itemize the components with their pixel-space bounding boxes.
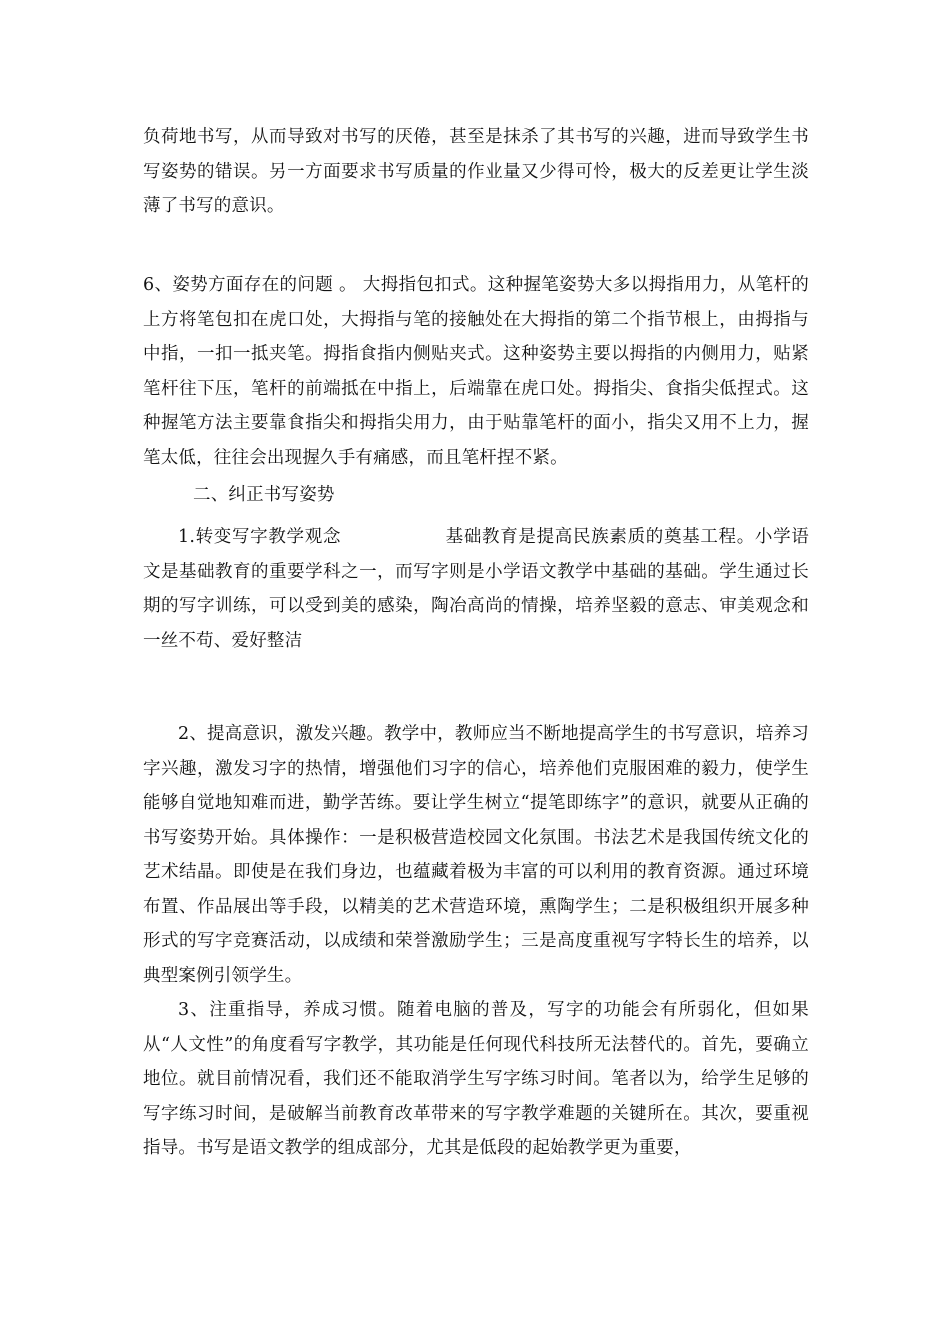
paragraph-item-3: 3、注重指导，养成习惯。随着电脑的普及，写字的功能会有所弱化，但如果从“人文性”的角度看写字教学，其功能是任何现代科技所无法替代的。首先，要确立地位。就目前情况看，我们还不能取消学生写字练习时间。笔者以为，给学生足够的写字练习时间，是破解当前教育改革带来的写字教学难题的关键所在。其次，要重视指导。书写是语文教学的组成部分，尤其是低段的起始教学更为重要， xyxy=(143,1000,809,1158)
item-1-body: 基础教育是提高民族素质的奠基工程。小学语文是基础教育的重要学科之一，而写字则是小学语文教学中基础的基础。学生通过长期的写字训练，可以受到美的感染，陶冶高尚的情操，培养坚毅的意志、审美观念和一丝不苟、爱好整洁 xyxy=(143,527,809,651)
paragraph-continuation: 负荷地书写，从而导致对书写的厌倦，甚至是抹杀了其书写的兴趣，进而导致学生书写姿势的错误。另一方面要求书写质量的作业量又少得可怜，极大的反差更让学生淡薄了书写的意识。 xyxy=(143,127,809,216)
item-1-title: 1.转变写字教学观念 xyxy=(178,527,342,547)
paragraph-item-1 xyxy=(143,520,809,658)
section-heading: 二、纠正书写姿势 xyxy=(193,485,335,505)
paragraph-posture-problems: 6、姿势方面存在的问题 。 大拇指包扣式。这种握笔姿势大多以拇指用力，从笔杆的上方将笔包扣在虎口处，大拇指与笔的接触处在大拇指的第二个指节根上，由拇指与中指，一扣一抵夹笔。拇指食指内侧贴夹式。这种姿势主要以拇指的内侧用力，贴紧笔杆往下压，笔杆的前端抵在中指上，后端靠在虎口处。拇指尖、食指尖低捏式。这种握笔方法主要靠食指尖和拇指尖用力，由于贴靠笔杆的面小，指尖又用不上力，握笔太低，往往会出现握久手有痛感，而且笔杆捏不紧。 xyxy=(143,275,809,468)
paragraph-item-2: 2、提高意识，激发兴趣。教学中，教师应当不断地提高学生的书写意识，培养习字兴趣，激发习字的热情，增强他们习字的信心，培养他们克服困难的毅力，使学生能够自觉地知难而进，勤学苦练。要让学生树立“提笔即练字”的意识，就要从正确的书写姿势开始。具体操作：一是积极营造校园文化氛围。书法艺术是我国传统文化的艺术结晶。即使是在我们身边，也蕴藏着极为丰富的可以利用的教育资源。通过环境布置、作品展出等手段，以精美的艺术营造环境，熏陶学生；二是积极组织开展多种形式的写字竞赛活动，以成绩和荣誉激励学生；三是高度重视写字特长生的培养，以典型案例引领学生。 xyxy=(143,724,809,986)
